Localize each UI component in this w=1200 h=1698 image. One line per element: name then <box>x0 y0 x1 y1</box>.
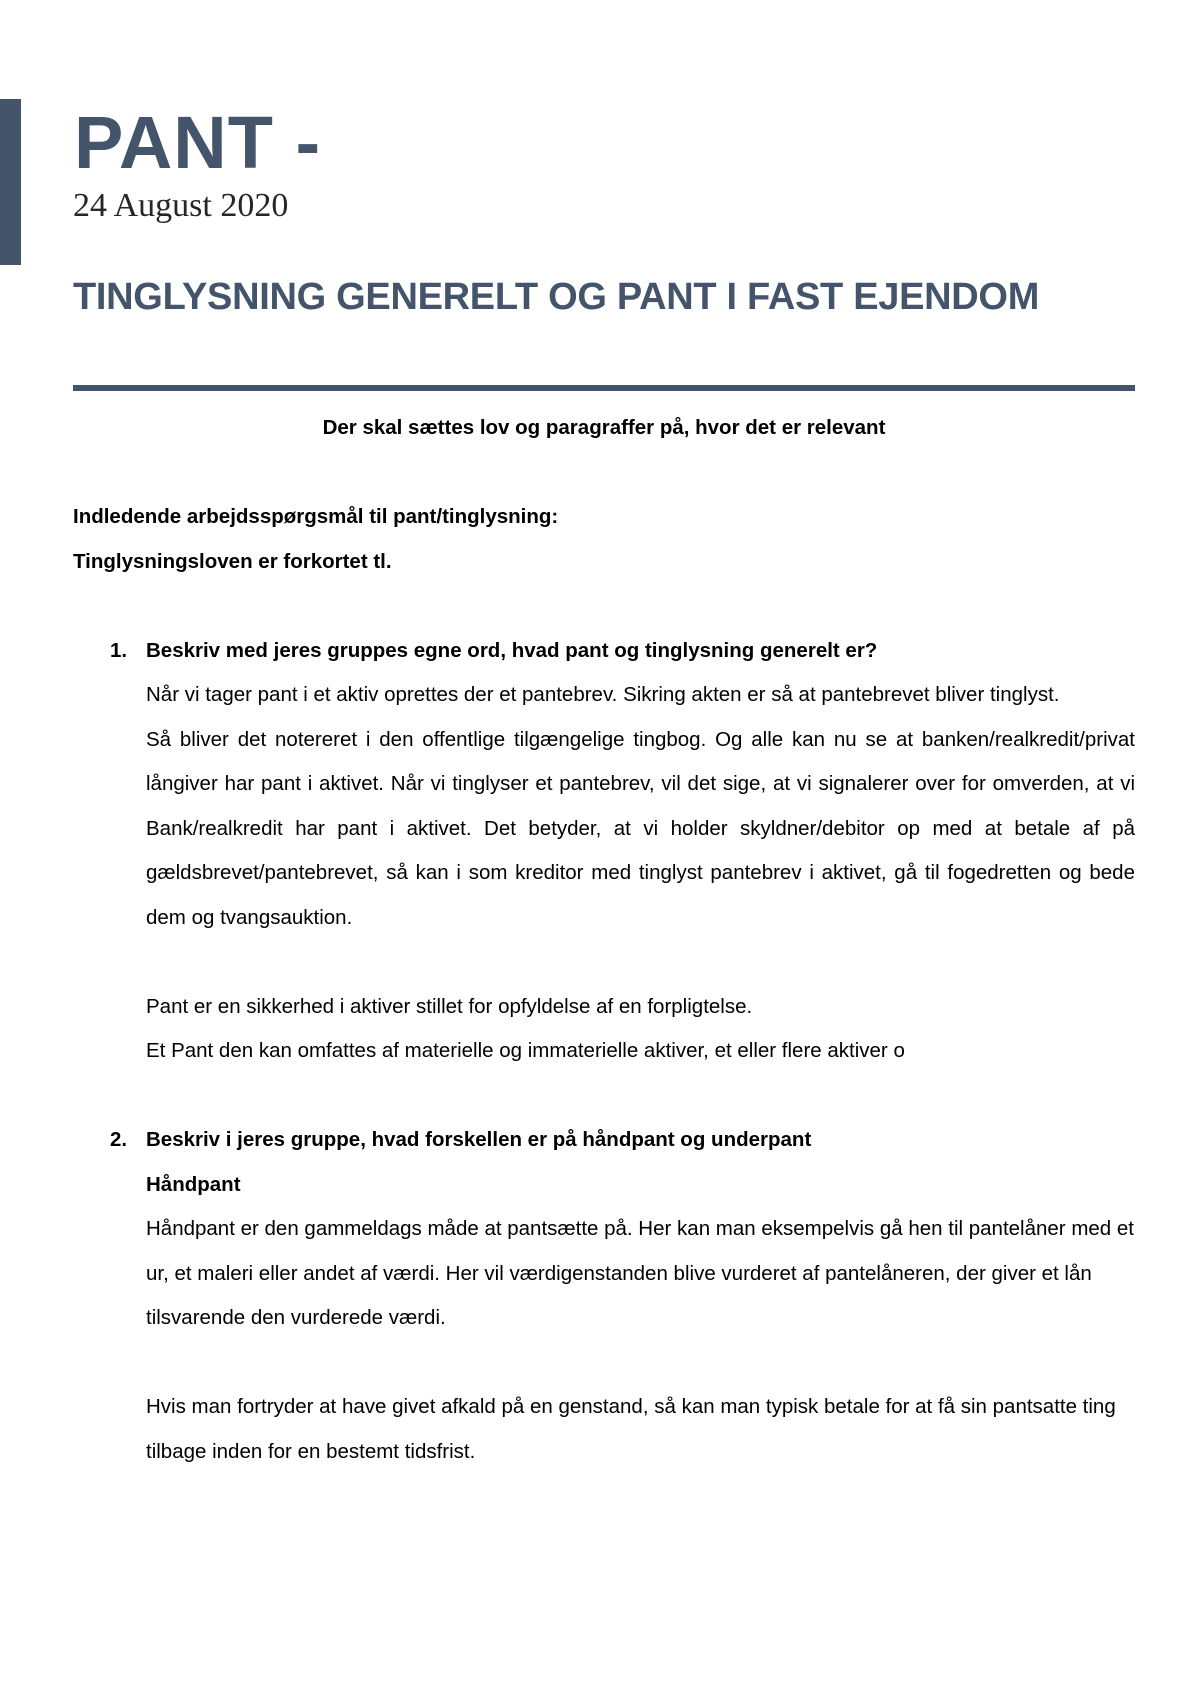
question-item <box>73 629 1135 674</box>
answer-paragraph: Pant er en sikkerhed i aktiver stillet for opfyldelse af en forpligtelse. <box>146 994 753 1018</box>
answer-block <box>73 673 1135 1074</box>
question-item <box>73 1118 1135 1163</box>
document-date: 24 August 2020 <box>73 187 289 224</box>
question-text: Beskriv med jeres gruppes egne ord, hvad pant og tinglysning generelt er? <box>146 638 878 662</box>
document-body <box>73 406 1135 1474</box>
abbreviation-note: Tinglysningsloven er forkortet tl. <box>73 549 392 573</box>
answer-block <box>73 1163 1135 1475</box>
title-accent-bar <box>0 99 21 265</box>
answer-paragraph: Hvis man fortryder at have givet afkald på en genstand, så kan man typisk betale for at få sin pantsatte ting tilbage inden for en bestemt tidsfrist. <box>146 1395 1116 1463</box>
heading-divider <box>73 385 1135 391</box>
answer-paragraph: Håndpant er den gammeldags måde at pantsætte på. Her kan man eksempelvis gå hen til pantelåner med et ur, et maleri eller andet af værdi. Her vil værdigenstanden blive vurderet af pantelåneren, der giver et lån tilsvarende den vurderede værdi. <box>146 1217 1134 1329</box>
subtitle-note: Der skal sættes lov og paragraffer på, hvor det er relevant <box>322 416 886 439</box>
section-heading: TINGLYSNING GENERELT OG PANT I FAST EJENDOM <box>73 276 1040 318</box>
answer-paragraph: Et Pant den kan omfattes af materielle og immaterielle aktiver, et eller flere aktiver o <box>146 1039 905 1062</box>
answer-paragraph: Så bliver det notereret i den offentlige tilgængelige tingbog. Og alle kan nu se at banken/realkredit/privat långiver har pant i aktivet. Når vi tinglyser et pantebrev, vil det sige, at vi signalerer over for omverden, at vi Bank/realkredit har pant i aktivet. Det betyder, at vi holder skyldner/debitor op med at betale af på gældsbrevet/pantebrevet, så kan i som kreditor med tinglyst pantebrev i aktivet, gå til fogedretten og bede dem og tvangsauktion. <box>146 727 1135 929</box>
answer-subheading: Håndpant <box>146 1172 241 1196</box>
intro-line: Indledende arbejdsspørgsmål til pant/tinglysning: <box>73 505 559 528</box>
question-number: 1. <box>110 638 128 662</box>
question-number: 2. <box>110 1128 128 1151</box>
question-text: Beskriv i jeres gruppe, hvad forskellen er på håndpant og underpant <box>146 1128 812 1151</box>
document-title: PANT - <box>74 101 322 184</box>
answer-paragraph: Når vi tager pant i et aktiv oprettes der et pantebrev. Sikring akten er så at pantebrevet bliver tinglyst. <box>146 683 1060 706</box>
